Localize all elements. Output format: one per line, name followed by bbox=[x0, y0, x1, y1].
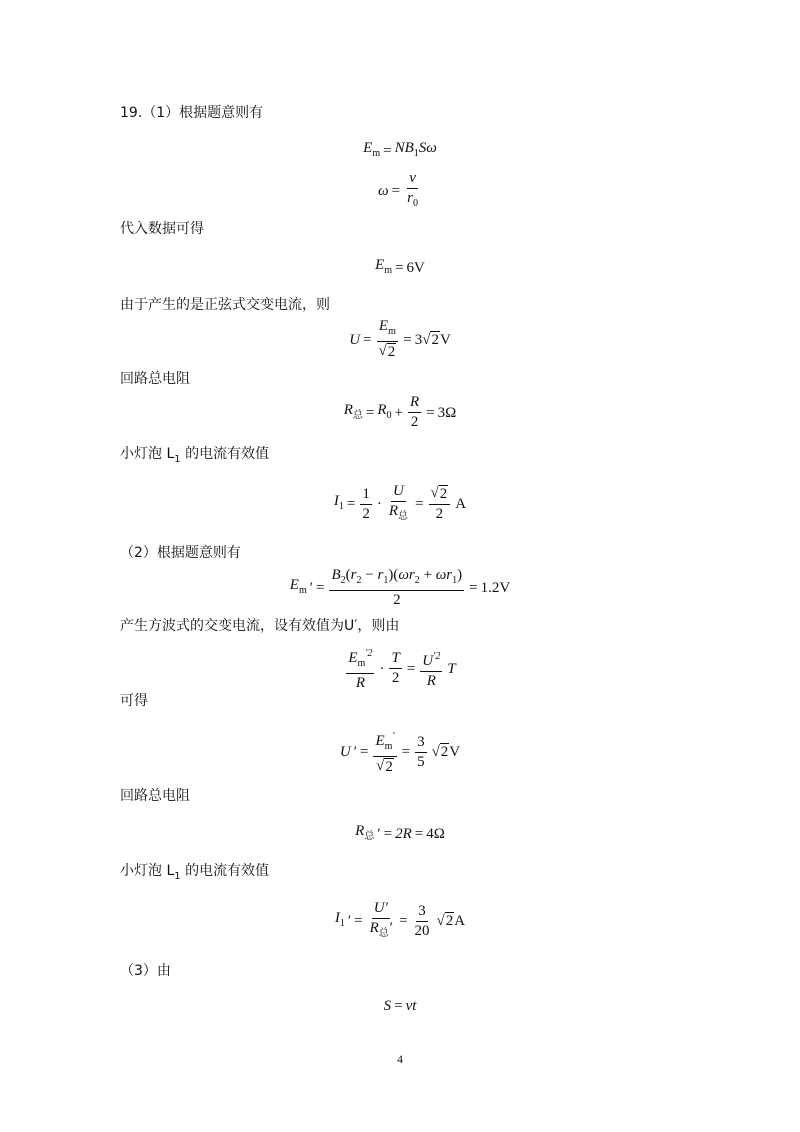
equation-i1: $I_1$ = $\frac{1}{2}$ · $\frac{U}{R_总}$ = √ 2 2 A bbox=[333, 483, 467, 522]
equation-r-total-2: $R_总$ ′ = 2R = 4Ω bbox=[355, 823, 445, 842]
bulb-tail-2: 的电流有效值 bbox=[180, 863, 270, 879]
equation-r-total-1: $R_总$ = $R_0$ + $\frac{R}{2}$ = 3Ω bbox=[343, 394, 457, 430]
equation-em-nbs: $E_m$ = $NB_1S\omega$ bbox=[363, 140, 437, 159]
text-line-bulb-current-2 bbox=[120, 862, 269, 886]
text-line-substitute: 代入数据可得 bbox=[120, 221, 204, 237]
equation-s-vt: S = vt bbox=[383, 998, 417, 1014]
text-line-sinusoidal: 由于产生的是正弦式交变电流，则 bbox=[120, 297, 330, 313]
text-line-square-wave: 产生方波式的交变电流，设有效值为U′，则由 bbox=[120, 618, 400, 634]
bulb-sub: 1 bbox=[174, 454, 181, 465]
bulb-label: 小灯泡 L bbox=[120, 446, 175, 462]
text-line-total-resistance-1: 回路总电阻 bbox=[120, 371, 190, 387]
text-line-part-2: （2）根据题意则有 bbox=[120, 545, 241, 561]
equation-i1-prime: $I_1$ ′ = $\frac{U'}{R_总'}$ = $\frac{3}{20}$ √ 2 A bbox=[334, 900, 466, 939]
equation-em-value: $E_m$ = 6V bbox=[375, 257, 425, 276]
text-line-part-3: （3）由 bbox=[120, 963, 171, 979]
bulb-label-2: 小灯泡 L bbox=[120, 863, 175, 879]
equation-em-prime: $E_m$ ′ = $\frac{B_2(r_2 - r_1)(\omega r_2 + \omega r_1)}{2}$ = 1.2V bbox=[289, 567, 511, 608]
equation-u-rms: U = $E_m$ √ 2 = 3√ 2 V bbox=[349, 318, 451, 360]
equation-effective-value: $\frac{E_m^{'2}}{R}$ · $\frac{T}{2}$ = $\frac{U^{'2}}{R}$ T bbox=[0, 645, 800, 692]
text-line-19-1: 19.（1）根据题意则有 bbox=[120, 105, 264, 121]
equation-omega: ω = $\frac{v}{r_0}$ bbox=[378, 170, 418, 209]
page-number: 4 bbox=[397, 1052, 403, 1066]
bulb-sub-2: 1 bbox=[174, 871, 181, 882]
text-line-bulb-current-1 bbox=[120, 445, 269, 469]
bulb-tail: 的电流有效值 bbox=[180, 446, 270, 462]
text-line-result: 可得 bbox=[120, 693, 148, 709]
text-line-total-resistance-2: 回路总电阻 bbox=[120, 788, 190, 804]
equation-u-prime: U ′ = $E_m'$ √ 2 = $\frac{3}{5}$ √ 2 V bbox=[0, 728, 800, 776]
